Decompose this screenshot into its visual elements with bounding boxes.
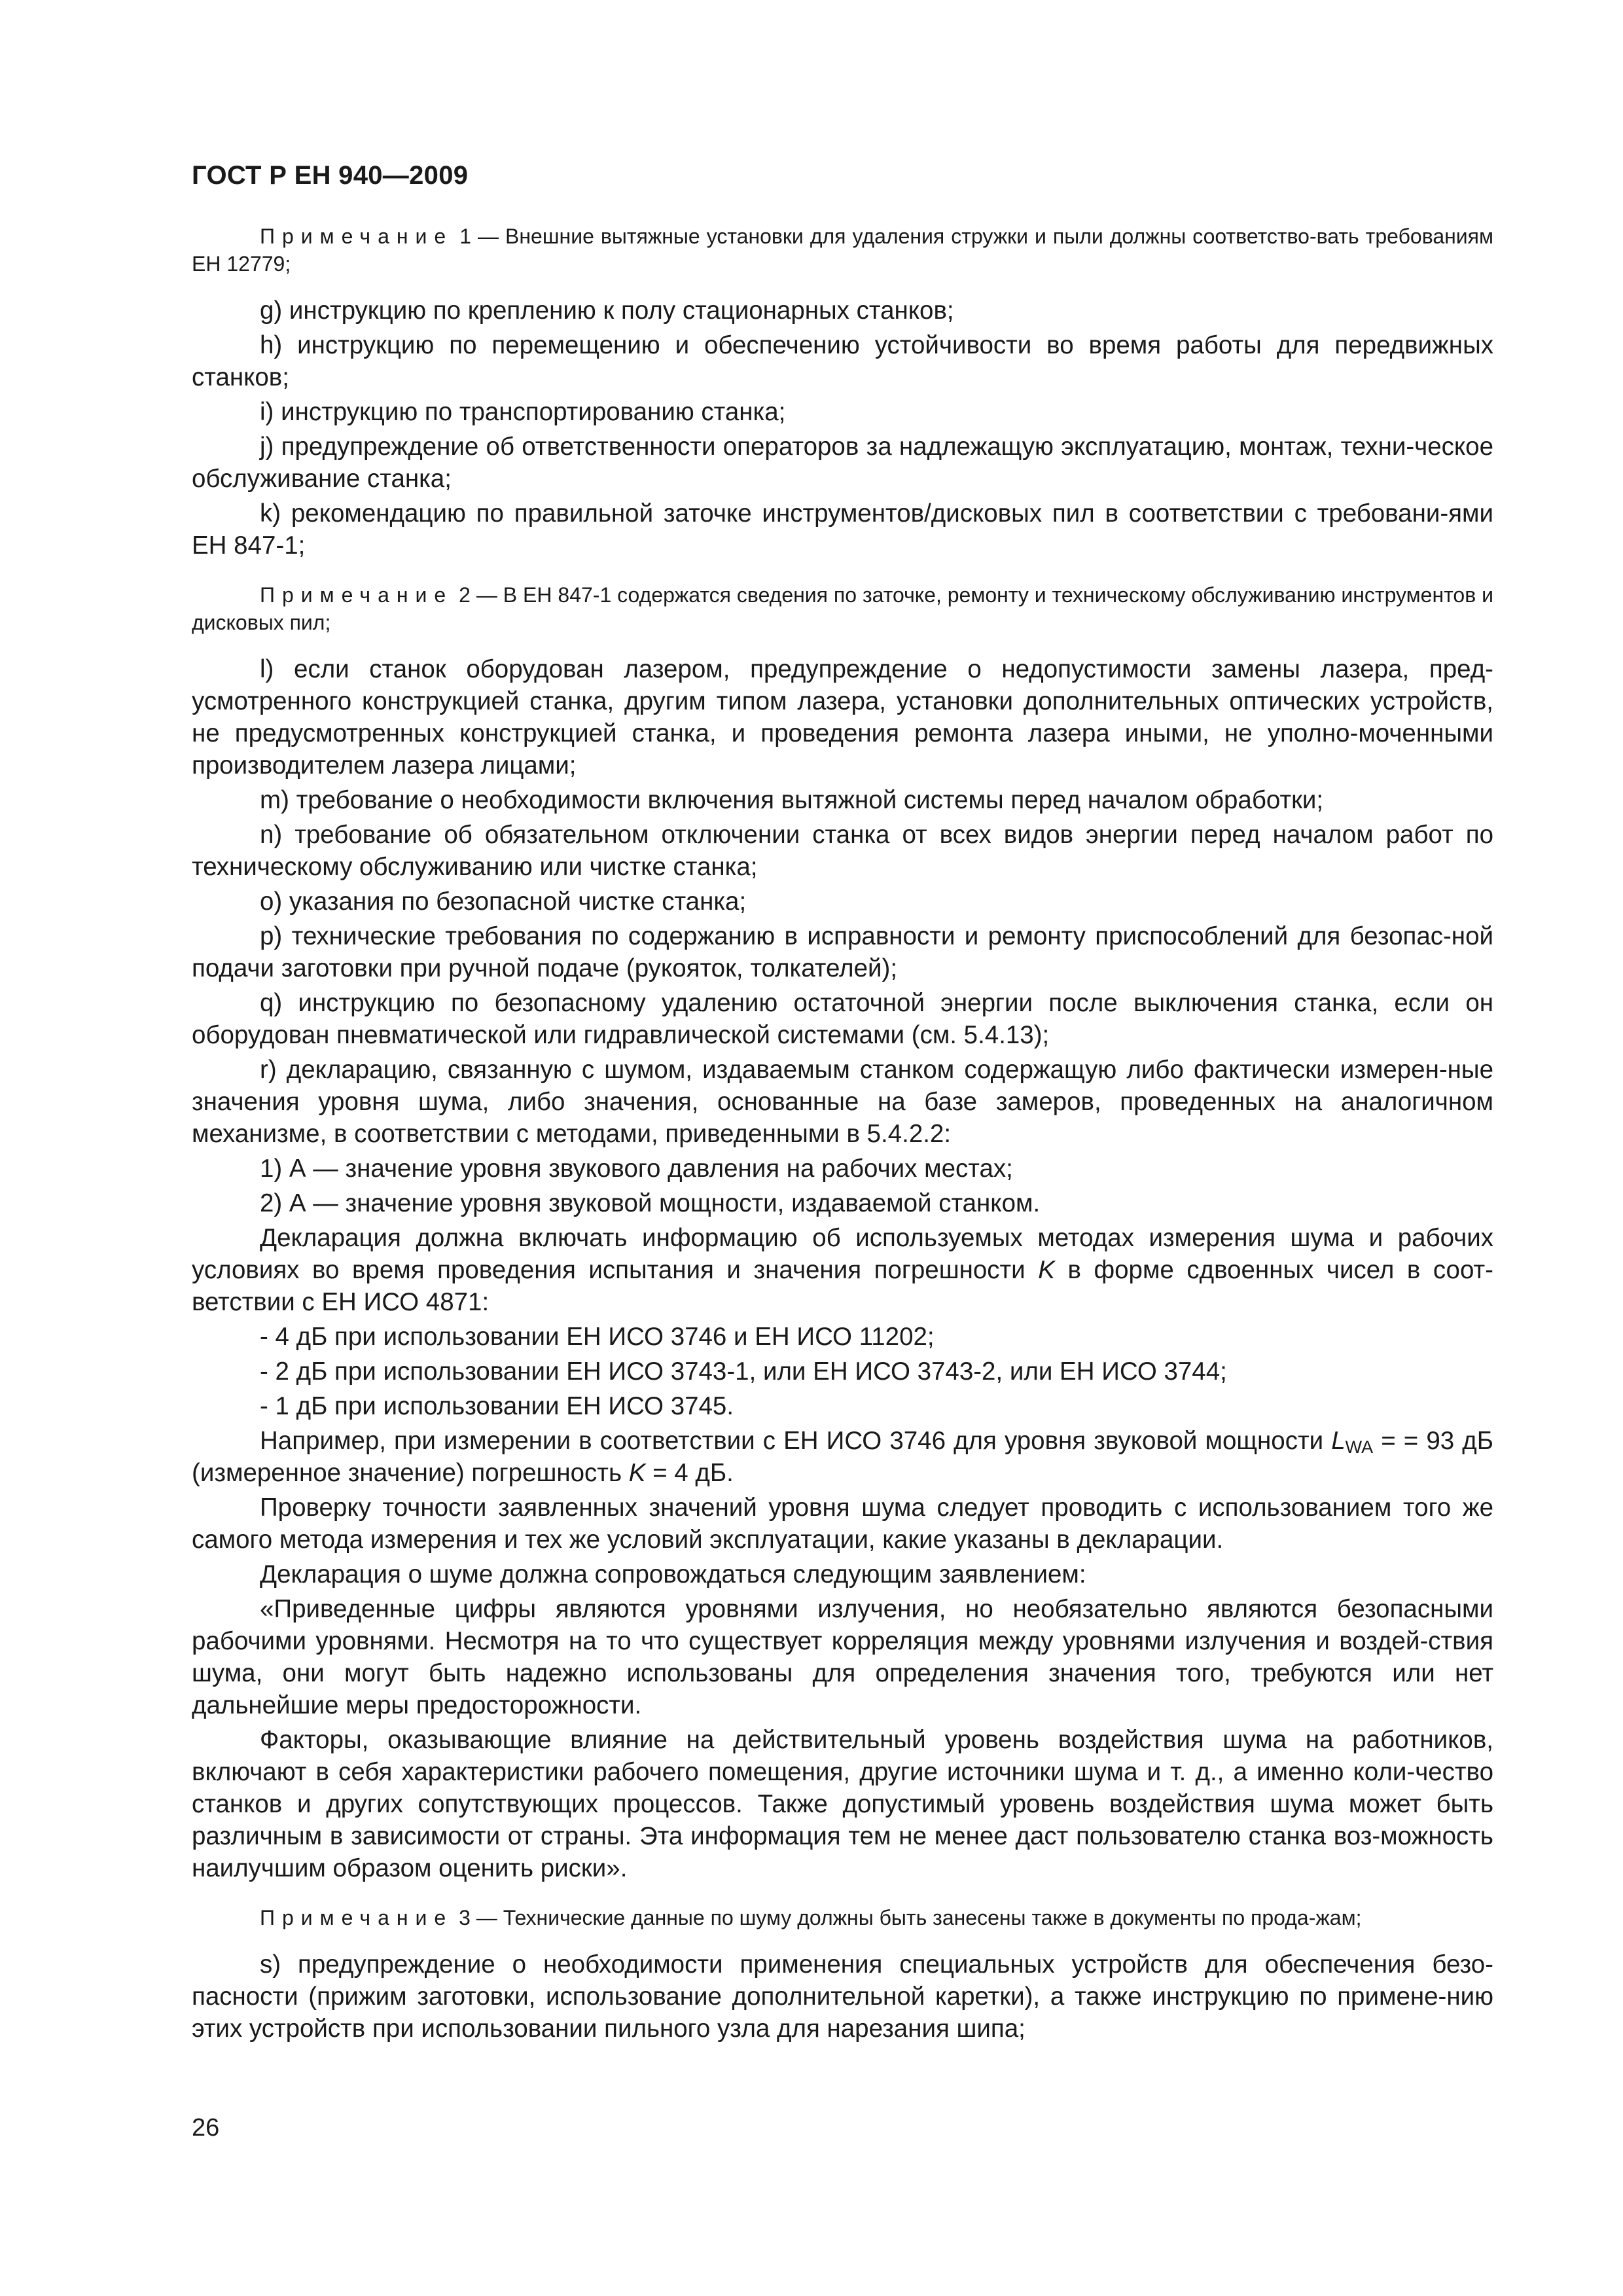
symbol-k: K: [628, 1459, 646, 1487]
text-run: в форме сдвоенных чисел в соот-ветствии с ЕН ИСО 4871:: [192, 1256, 1493, 1316]
note-label: Примечание: [260, 1906, 454, 1929]
note-text: 2 — В ЕН 847-1 содержатся сведения по заточке, ремонту и техническому обслуживанию инструментов и дисковых пил;: [192, 583, 1493, 634]
list-item-r: r) декларацию, связанную с шумом, издаваемым станком содержащую либо фактически измерен-ные значения уровня шума, либо значения, основанные на базе замеров, проведенных на аналогичном механизме, в соответствии с методами, приведенными в 5.4.2.2:: [192, 1056, 1493, 1148]
list-item-j: j) предупреждение об ответственности операторов за надлежащую эксплуатацию, монтаж, техни-ческое обслуживание станка;: [192, 433, 1493, 493]
quote-paragraph-2: Факторы, оказывающие влияние на действительный уровень воздействия шума на работников, включают в себя характеристики рабочего помещения, другие источники шума и т. д., а именно коли-чество станков и других сопутствующих процессов. Также допустимый уровень воздействия шума может быть различным в зависимости от страны. Эта информация тем не менее даст пользователю станка воз-можность наилучшим образом оценить риски».: [192, 1726, 1493, 1882]
example-paragraph: [192, 1425, 1493, 1489]
list-item-s: s) предупреждение о необходимости применения специальных устройств для обеспечения безо-пасности (прижим заготовки, использование дополнительной каретки), а также инструкцию по примене-нию этих устройств при использовании пильного узла для нарезания шипа;: [192, 1950, 1493, 2043]
sub-item-1: 1) А — значение уровня звукового давления на рабочих местах;: [260, 1155, 1013, 1183]
note-label: Примечание: [260, 224, 454, 248]
list-item-i: i) инструкцию по транспортированию станка;: [260, 398, 786, 426]
list-item-p: p) технические требования по содержанию в исправности и ремонту приспособлений для безопас-ной подачи заготовки при ручной подаче (рукояток, толкателей);: [192, 922, 1493, 982]
list-item-g: g) инструкцию по креплению к полу стационарных станков;: [260, 296, 954, 325]
note-label: Примечание: [260, 583, 454, 607]
declaration-intro: [192, 1222, 1493, 1318]
text-run: Декларация должна включать информацию об используемых методах измерения шума и рабочих условиях во время проведения испытания и значения погрешности: [192, 1224, 1493, 1284]
text-run: = = 93 дБ (измеренное значение) погрешность: [192, 1427, 1493, 1487]
note-1: [192, 223, 1493, 278]
list-item-n: n) требование об обязательном отключении станка от всех видов энергии перед началом работ по техническому обслуживанию или чистке станка;: [192, 821, 1493, 881]
document-header: ГОСТ Р ЕН 940—2009: [192, 161, 469, 190]
note-3: [192, 1904, 1493, 1931]
list-item-o: o) указания по безопасной чистке станка;: [260, 888, 747, 916]
text-run: = 4 дБ.: [645, 1459, 734, 1487]
list-item-k: k) рекомендацию по правильной заточке инструментов/дисковых пил в соответствии с требовани-ями ЕН 847-1;: [192, 499, 1493, 560]
page-body: [192, 223, 1493, 2047]
accompany-paragraph: Декларация о шуме должна сопровождаться следующим заявлением:: [260, 1560, 1086, 1588]
symbol-l: L: [1331, 1427, 1346, 1455]
text-run: Например, при измерении в соответствии с ЕН ИСО 3746 для уровня звуковой мощности: [260, 1427, 1332, 1455]
check-paragraph: Проверку точности заявленных значений уровня шума следует проводить с использованием того же самого метода измерения и тех же условий эксплуатации, какие указаны в декларации.: [192, 1494, 1493, 1554]
note-2: [192, 581, 1493, 636]
subscript-wa: WA: [1345, 1437, 1374, 1457]
list-item-q: q) инструкцию по безопасному удалению остаточной энергии после выключения станка, если он оборудован пневматической или гидравлической системами (см. 5.4.13);: [192, 989, 1493, 1049]
note-text: 3 — Технические данные по шуму должны быть занесены также в документы по прода-жам;: [453, 1906, 1362, 1929]
sub-item-2: 2) А — значение уровня звуковой мощности, издаваемой станком.: [260, 1189, 1041, 1217]
dash-item-2: - 2 дБ при использовании ЕН ИСО 3743-1, или ЕН ИСО 3743-2, или ЕН ИСО 3744;: [260, 1357, 1227, 1386]
symbol-k: K: [1038, 1256, 1055, 1284]
list-item-h: h) инструкцию по перемещению и обеспечению устойчивости во время работы для передвижных станков;: [192, 331, 1493, 391]
quote-paragraph-1: «Приведенные цифры являются уровнями излучения, но необязательно являются безопасными рабочими уровнями. Несмотря на то что существует корреляция между уровнями излучения и воздей-ствия шума, они могут быть надежно использованы для определения значения того, требуются или нет дальнейшие меры предосторожности.: [192, 1595, 1493, 1719]
dash-item-3: - 1 дБ при использовании ЕН ИСО 3745.: [260, 1392, 734, 1420]
list-item-l: l) если станок оборудован лазером, предупреждение о недопустимости замены лазера, пред-усмотренного конструкцией станка, другим типом лазера, установки дополнительных оптических устройств, не предусмотренных конструкцией станка, и проведения ремонта лазера иными, не уполно-моченными производителем лазера лицами;: [192, 655, 1493, 780]
list-item-m: m) требование о необходимости включения вытяжной системы перед началом обработки;: [260, 786, 1324, 814]
page-number: 26: [192, 2114, 220, 2142]
dash-item-1: - 4 дБ при использовании ЕН ИСО 3746 и ЕН ИСО 11202;: [260, 1323, 935, 1351]
note-text: 1 — Внешние вытяжные установки для удаления стружки и пыли должны соответство-вать требованиям ЕН 12779;: [192, 224, 1493, 276]
